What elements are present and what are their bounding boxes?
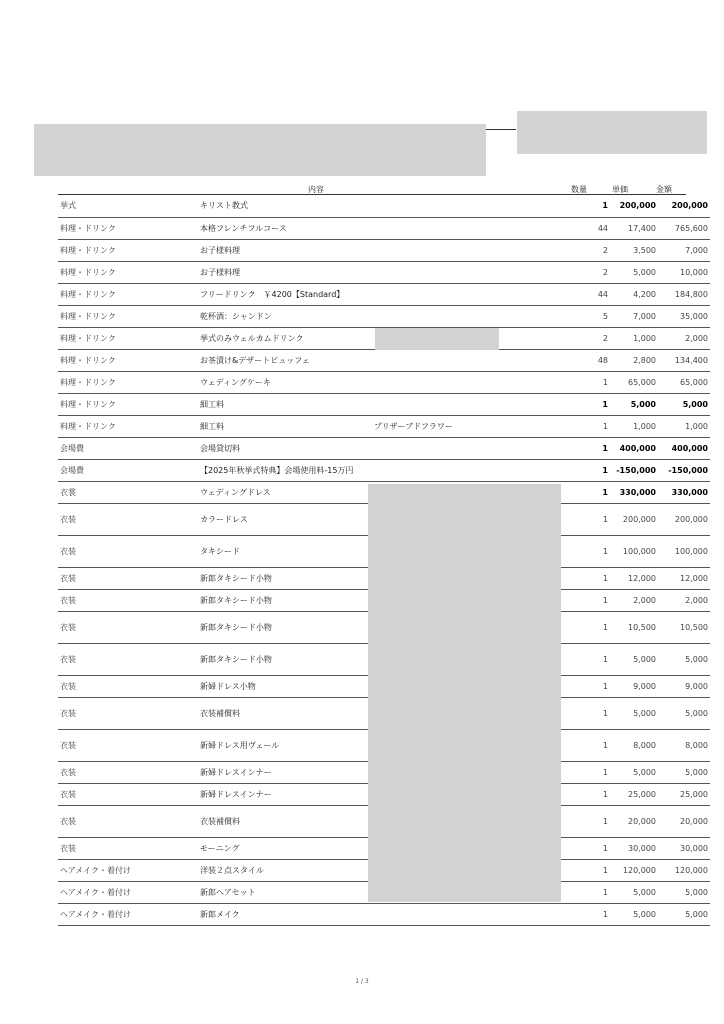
row-item: お茶漬け&デザートビュッフェ <box>198 349 372 371</box>
row-note <box>372 393 566 415</box>
row-category: 料理・ドリンク <box>58 217 198 239</box>
row-category: 料理・ドリンク <box>58 305 198 327</box>
row-unit-price: 30,000 <box>610 837 658 859</box>
row-item: 会場貸切料 <box>198 437 372 459</box>
table-row <box>58 283 710 305</box>
row-qty: 1 <box>566 393 610 415</box>
row-note <box>372 217 566 239</box>
row-item: 衣装補償料 <box>198 805 372 837</box>
row-category: 衣装 <box>58 675 198 697</box>
row-qty: 48 <box>566 349 610 371</box>
row-item: 新婦ドレスインナー <box>198 783 372 805</box>
row-amount: 20,000 <box>658 805 710 837</box>
row-qty: 1 <box>566 415 610 437</box>
row-item: 新婦ドレス小物 <box>198 675 372 697</box>
redacted-note-short <box>375 328 499 350</box>
row-amount: 100,000 <box>658 535 710 567</box>
row-unit-price: 200,000 <box>610 503 658 535</box>
row-amount: 5,000 <box>658 697 710 729</box>
row-category: 衣装 <box>58 805 198 837</box>
row-amount: 30,000 <box>658 837 710 859</box>
row-category: 衣装 <box>58 729 198 761</box>
row-qty: 1 <box>566 881 610 903</box>
row-amount: 120,000 <box>658 859 710 881</box>
row-note <box>372 459 566 481</box>
row-qty: 44 <box>566 283 610 305</box>
row-item: 乾杯酒：シャンドン <box>198 305 372 327</box>
row-note <box>372 903 566 925</box>
page-number: 1 / 3 <box>355 978 369 985</box>
row-qty: 44 <box>566 217 610 239</box>
row-unit-price: 5,000 <box>610 697 658 729</box>
table-row <box>58 239 710 261</box>
row-unit-price: 3,500 <box>610 239 658 261</box>
row-qty: 1 <box>566 761 610 783</box>
row-category: 料理・ドリンク <box>58 283 198 305</box>
table-row <box>58 261 710 283</box>
row-unit-price: 2,000 <box>610 589 658 611</box>
row-category: 衣装 <box>58 697 198 729</box>
redacted-info-block <box>517 111 707 154</box>
row-item: 新婦ドレスインナー <box>198 761 372 783</box>
row-amount: 765,600 <box>658 217 710 239</box>
row-note <box>372 261 566 283</box>
row-note <box>372 371 566 393</box>
row-amount: 400,000 <box>658 437 710 459</box>
row-unit-price: 330,000 <box>610 481 658 503</box>
row-amount: 5,000 <box>658 643 710 675</box>
row-qty: 2 <box>566 327 610 349</box>
row-amount: 12,000 <box>658 567 710 589</box>
row-item: 新郎メイク <box>198 903 372 925</box>
row-item: お子様料理 <box>198 239 372 261</box>
row-item: 本格フレンチフルコース <box>198 217 372 239</box>
row-category: 料理・ドリンク <box>58 239 198 261</box>
table-row <box>58 393 710 415</box>
row-note <box>372 195 566 217</box>
row-qty: 1 <box>566 611 610 643</box>
row-item: 衣装補償料 <box>198 697 372 729</box>
row-unit-price: 1,000 <box>610 415 658 437</box>
title-rule <box>486 129 516 130</box>
row-qty: 1 <box>566 589 610 611</box>
header-unit-price: 単価 <box>612 185 628 194</box>
row-qty: 1 <box>566 195 610 217</box>
row-item: 新郎タキシード小物 <box>198 643 372 675</box>
row-item: 細工料 <box>198 393 372 415</box>
row-unit-price: 7,000 <box>610 305 658 327</box>
row-item: 挙式のみウェルカムドリンク <box>198 327 372 349</box>
row-unit-price: 20,000 <box>610 805 658 837</box>
row-amount: 65,000 <box>658 371 710 393</box>
row-category: 衣装 <box>58 535 198 567</box>
table-row <box>58 305 710 327</box>
row-amount: 35,000 <box>658 305 710 327</box>
row-unit-price: 5,000 <box>610 761 658 783</box>
table-row <box>58 459 710 481</box>
row-unit-price: 9,000 <box>610 675 658 697</box>
row-unit-price: 400,000 <box>610 437 658 459</box>
row-category: 衣装 <box>58 567 198 589</box>
row-unit-price: 4,200 <box>610 283 658 305</box>
row-item: 新郎タキシード小物 <box>198 611 372 643</box>
row-qty: 1 <box>566 535 610 567</box>
row-category: ヘアメイク・着付け <box>58 903 198 925</box>
row-item: カラードレス <box>198 503 372 535</box>
row-category: 衣装 <box>58 783 198 805</box>
row-item: 新郎タキシード小物 <box>198 589 372 611</box>
row-note <box>372 437 566 459</box>
row-qty: 1 <box>566 837 610 859</box>
row-unit-price: 2,800 <box>610 349 658 371</box>
row-amount: 5,000 <box>658 881 710 903</box>
row-qty: 1 <box>566 729 610 761</box>
row-amount: 2,000 <box>658 589 710 611</box>
row-item: ウェディングケーキ <box>198 371 372 393</box>
row-category: 衣装 <box>58 611 198 643</box>
redacted-notes-column <box>368 484 561 902</box>
row-unit-price: 120,000 <box>610 859 658 881</box>
row-unit-price: 5,000 <box>610 903 658 925</box>
row-qty: 2 <box>566 261 610 283</box>
row-item: フリードリンク ￥4200【Standard】 <box>198 283 372 305</box>
row-item: 細工料 <box>198 415 372 437</box>
row-qty: 1 <box>566 459 610 481</box>
row-qty: 1 <box>566 481 610 503</box>
row-category: 料理・ドリンク <box>58 371 198 393</box>
row-amount: 184,800 <box>658 283 710 305</box>
row-qty: 1 <box>566 697 610 729</box>
row-qty: 1 <box>566 503 610 535</box>
row-amount: -150,000 <box>658 459 710 481</box>
row-item: お子様料理 <box>198 261 372 283</box>
row-amount: 1,000 <box>658 415 710 437</box>
row-unit-price: 5,000 <box>610 643 658 675</box>
redacted-title-block <box>34 124 486 176</box>
row-item: キリスト教式 <box>198 195 372 217</box>
row-qty: 1 <box>566 643 610 675</box>
row-qty: 1 <box>566 783 610 805</box>
row-amount: 10,000 <box>658 261 710 283</box>
row-category: 衣装 <box>58 837 198 859</box>
row-note <box>372 283 566 305</box>
row-item: ウェディングドレス <box>198 481 372 503</box>
row-category: 挙式 <box>58 195 198 217</box>
row-qty: 1 <box>566 371 610 393</box>
row-category: 衣装 <box>58 503 198 535</box>
row-category: 衣装 <box>58 589 198 611</box>
row-qty: 1 <box>566 805 610 837</box>
row-unit-price: 8,000 <box>610 729 658 761</box>
table-row <box>58 371 710 393</box>
row-unit-price: 65,000 <box>610 371 658 393</box>
row-category: ヘアメイク・着付け <box>58 859 198 881</box>
row-category: ヘアメイク・着付け <box>58 881 198 903</box>
row-category: 料理・ドリンク <box>58 261 198 283</box>
row-amount: 200,000 <box>658 195 710 217</box>
row-note <box>372 349 566 371</box>
row-amount: 10,500 <box>658 611 710 643</box>
row-category: 会場費 <box>58 437 198 459</box>
row-category: 料理・ドリンク <box>58 327 198 349</box>
row-qty: 1 <box>566 903 610 925</box>
row-category: 衣装 <box>58 761 198 783</box>
row-item: 新婦ドレス用ヴェール <box>198 729 372 761</box>
row-item: タキシード <box>198 535 372 567</box>
row-amount: 8,000 <box>658 729 710 761</box>
row-item: 洋装２点スタイル <box>198 859 372 881</box>
row-unit-price: 5,000 <box>610 393 658 415</box>
table-row <box>58 195 710 217</box>
row-qty: 5 <box>566 305 610 327</box>
row-item: モーニング <box>198 837 372 859</box>
row-qty: 1 <box>566 859 610 881</box>
row-amount: 200,000 <box>658 503 710 535</box>
row-unit-price: 5,000 <box>610 261 658 283</box>
row-amount: 25,000 <box>658 783 710 805</box>
row-category: 衣装 <box>58 643 198 675</box>
row-unit-price: 100,000 <box>610 535 658 567</box>
header-content: 内容 <box>308 185 324 194</box>
row-amount: 5,000 <box>658 761 710 783</box>
row-item: 【2025年秋挙式特典】会場使用料-15万円 <box>198 459 372 481</box>
row-note <box>372 305 566 327</box>
row-unit-price: 10,500 <box>610 611 658 643</box>
row-note <box>372 239 566 261</box>
row-amount: 134,400 <box>658 349 710 371</box>
row-unit-price: 12,000 <box>610 567 658 589</box>
row-unit-price: 25,000 <box>610 783 658 805</box>
row-category: 料理・ドリンク <box>58 393 198 415</box>
table-row <box>58 437 710 459</box>
row-unit-price: -150,000 <box>610 459 658 481</box>
row-category: 料理・ドリンク <box>58 349 198 371</box>
header-qty: 数量 <box>571 185 587 194</box>
row-unit-price: 5,000 <box>610 881 658 903</box>
row-amount: 5,000 <box>658 393 710 415</box>
row-qty: 1 <box>566 567 610 589</box>
row-category: 料理・ドリンク <box>58 415 198 437</box>
header-amount: 金額 <box>656 185 672 194</box>
row-amount: 2,000 <box>658 327 710 349</box>
row-amount: 9,000 <box>658 675 710 697</box>
row-category: 衣裳 <box>58 481 198 503</box>
row-qty: 1 <box>566 437 610 459</box>
row-amount: 330,000 <box>658 481 710 503</box>
row-item: 新郎タキシード小物 <box>198 567 372 589</box>
row-amount: 7,000 <box>658 239 710 261</box>
row-unit-price: 1,000 <box>610 327 658 349</box>
row-unit-price: 17,400 <box>610 217 658 239</box>
table-row <box>58 903 710 925</box>
row-unit-price: 200,000 <box>610 195 658 217</box>
row-qty: 2 <box>566 239 610 261</box>
table-row <box>58 217 710 239</box>
row-note: プリザーブドフラワー <box>372 415 566 437</box>
row-category: 会場費 <box>58 459 198 481</box>
row-item: 新郎ヘアセット <box>198 881 372 903</box>
row-amount: 5,000 <box>658 903 710 925</box>
row-qty: 1 <box>566 675 610 697</box>
table-row <box>58 415 710 437</box>
table-row <box>58 349 710 371</box>
